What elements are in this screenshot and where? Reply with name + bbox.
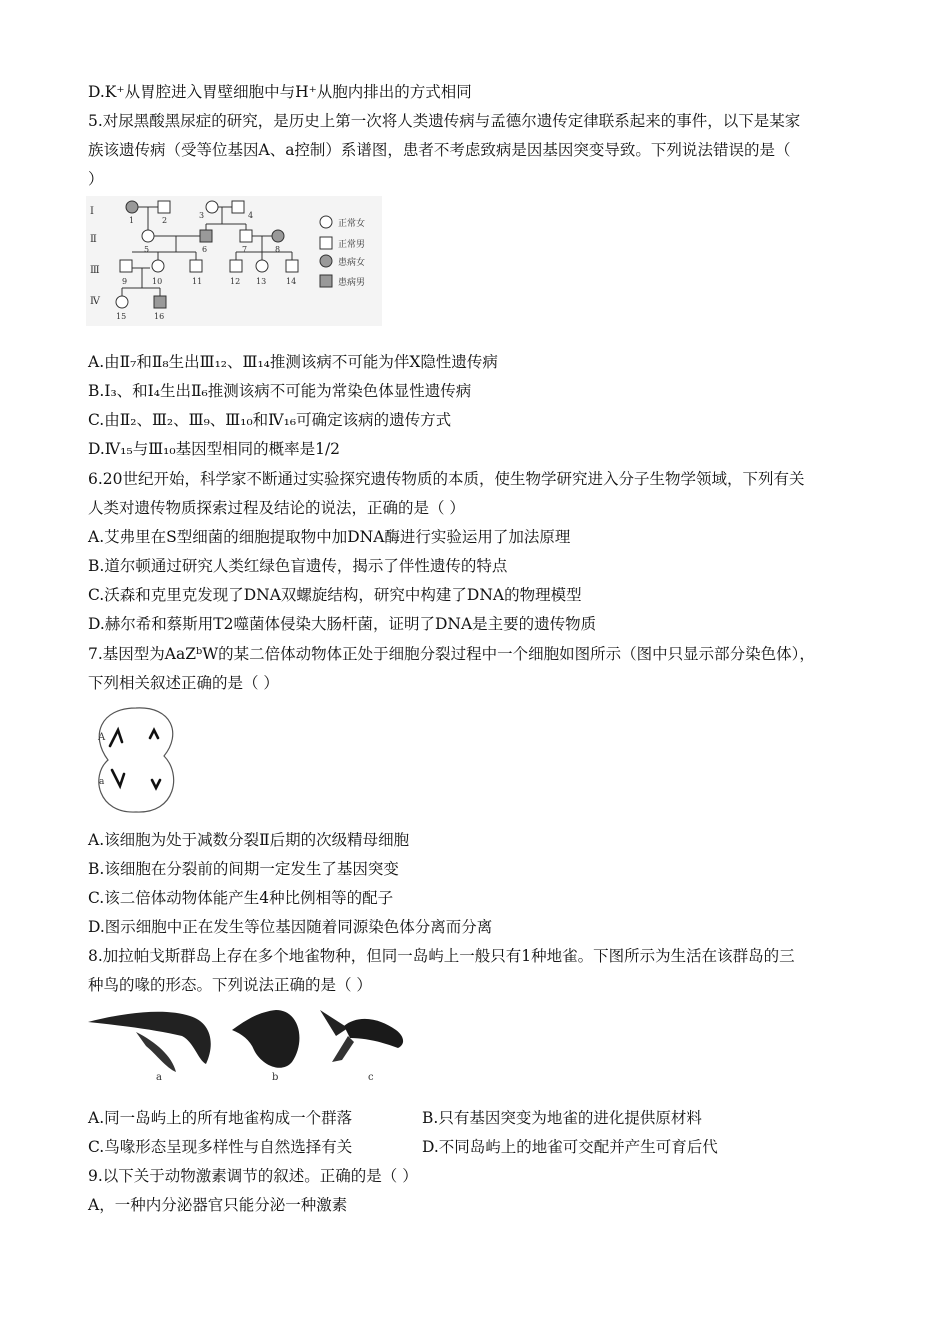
q6-option-b: B.道尔顿通过研究人类红绿色盲遗传，揭示了伴性遗传的特点 (88, 557, 508, 575)
q4-option-d: D.K⁺从胃腔进入胃壁细胞中与H⁺从胞内排出的方式相同 (88, 83, 472, 101)
pedigree-num-13: 13 (256, 277, 267, 286)
q8-option-b: B.只有基因突变为地雀的进化提供原材料 (422, 1109, 702, 1127)
cell-division-figure (86, 700, 186, 820)
beak-label-a: a (156, 1072, 162, 1083)
pedigree-num-10: 10 (152, 277, 163, 286)
chromosome-label-a: a (99, 777, 105, 787)
q9-option-a: A，一种内分泌器官只能分泌一种激素 (88, 1196, 348, 1214)
q5-stem-line-3: ） (88, 170, 104, 188)
q7-option-b: B.该细胞在分裂前的间期一定发生了基因突变 (88, 860, 399, 878)
gen-label-3: Ⅲ (90, 265, 100, 276)
legend-normal-male: 正常男 (338, 240, 366, 250)
q6-stem-line-1: 6.20世纪开始，科学家不断通过实验探究遗传物质的本质，使生物学研究进入分子生物学领域，下列有关 (88, 470, 805, 488)
gen-label-4: Ⅳ (90, 296, 100, 307)
q8-stem-line-1: 8.加拉帕戈斯群岛上存在多个地雀物种，但同一岛屿上一般只有1种地雀。下图所示为生活在该群岛的三 (88, 947, 795, 965)
pedigree-num-6: 6 (202, 245, 208, 254)
q5-option-c: C.由Ⅱ₂、Ⅲ₂、Ⅲ₉、Ⅲ₁₀和Ⅳ₁₆可确定该病的遗传方式 (88, 411, 452, 429)
pedigree-num-15: 15 (116, 312, 127, 321)
q7-stem-line-2: 下列相关叙述正确的是（ ） (88, 674, 279, 692)
q8-option-d: D.不同岛屿上的地雀可交配并产生可育后代 (422, 1138, 718, 1156)
pedigree-num-7: 7 (242, 245, 248, 254)
q6-option-d: D.赫尔希和蔡斯用T2噬菌体侵染大肠杆菌，证明了DNA是主要的遗传物质 (88, 615, 597, 633)
pedigree-num-2: 2 (162, 216, 168, 225)
gen-label-2: Ⅱ (90, 234, 97, 245)
q7-option-c: C.该二倍体动物体能产生4种比例相等的配子 (88, 889, 394, 907)
beak-label-b: b (272, 1072, 279, 1083)
pedigree-num-11: 11 (192, 277, 203, 286)
pedigree-num-3: 3 (199, 211, 205, 220)
q7-stem-line-1: 7.基因型为AaZᵇW的某二倍体动物体正处于细胞分裂过程中一个细胞如图所示（图中只显示部分染色体）， (88, 645, 815, 663)
q7-option-a: A.该细胞为处于减数分裂Ⅱ后期的次级精母细胞 (88, 831, 410, 849)
pedigree-num-9: 9 (122, 277, 128, 286)
q6-option-c: C.沃森和克里克发现了DNA双螺旋结构，研究中构建了DNA的物理模型 (88, 586, 582, 604)
q8-option-a: A.同一岛屿上的所有地雀构成一个群落 (88, 1109, 353, 1127)
pedigree-num-1: 1 (129, 216, 135, 225)
pedigree-figure (86, 196, 382, 326)
q6-stem-line-2: 人类对遗传物质探索过程及结论的说法，正确的是（ ） (88, 499, 465, 517)
q8-option-c: C.鸟喙形态呈现多样性与自然选择有关 (88, 1138, 353, 1156)
pedigree-num-14: 14 (286, 277, 297, 286)
q8-stem-line-2: 种鸟的喙的形态。下列说法正确的是（ ） (88, 976, 372, 994)
legend-affected-female: 患病女 (338, 258, 366, 268)
beak-label-c: c (368, 1072, 374, 1083)
chromosome-label-A: A (98, 732, 106, 743)
q5-option-b: B.Ⅰ₃、和Ⅰ₄生出Ⅱ₆推测该病不可能为常染色体显性遗传病 (88, 382, 472, 400)
bird-beaks-figure (86, 1002, 416, 1084)
q5-option-d: D.Ⅳ₁₅与Ⅲ₁₀基因型相同的概率是1/2 (88, 440, 341, 458)
pedigree-num-4: 4 (248, 211, 254, 220)
gen-label-1: Ⅰ (90, 206, 94, 217)
pedigree-num-12: 12 (230, 277, 241, 286)
pedigree-num-5: 5 (144, 245, 150, 254)
legend-normal-female: 正常女 (338, 219, 366, 229)
q6-option-a: A.艾弗里在S型细菌的细胞提取物中加DNA酶进行实验运用了加法原理 (88, 528, 571, 546)
pedigree-num-8: 8 (275, 245, 281, 254)
q5-option-a: A.由Ⅱ₇和Ⅱ₈生出Ⅲ₁₂、Ⅲ₁₄推测该病不可能为伴X隐性遗传病 (88, 353, 498, 371)
legend-affected-male: 患病男 (338, 278, 366, 288)
q5-stem-line-2: 族该遗传病（受等位基因A、a控制）系谱图，患者不考虑致病是因基因突变导致。下列说法错误的是（ (88, 141, 791, 159)
pedigree-num-16: 16 (154, 312, 165, 321)
q9-stem: 9.以下关于动物激素调节的叙述。正确的是（ ） (88, 1167, 418, 1185)
q7-option-d: D.图示细胞中正在发生等位基因随着同源染色体分离而分离 (88, 918, 493, 936)
q5-stem-line-1: 5.对尿黑酸黑尿症的研究，是历史上第一次将人类遗传病与孟德尔遗传定律联系起来的事件，以下是某家 (88, 112, 801, 130)
